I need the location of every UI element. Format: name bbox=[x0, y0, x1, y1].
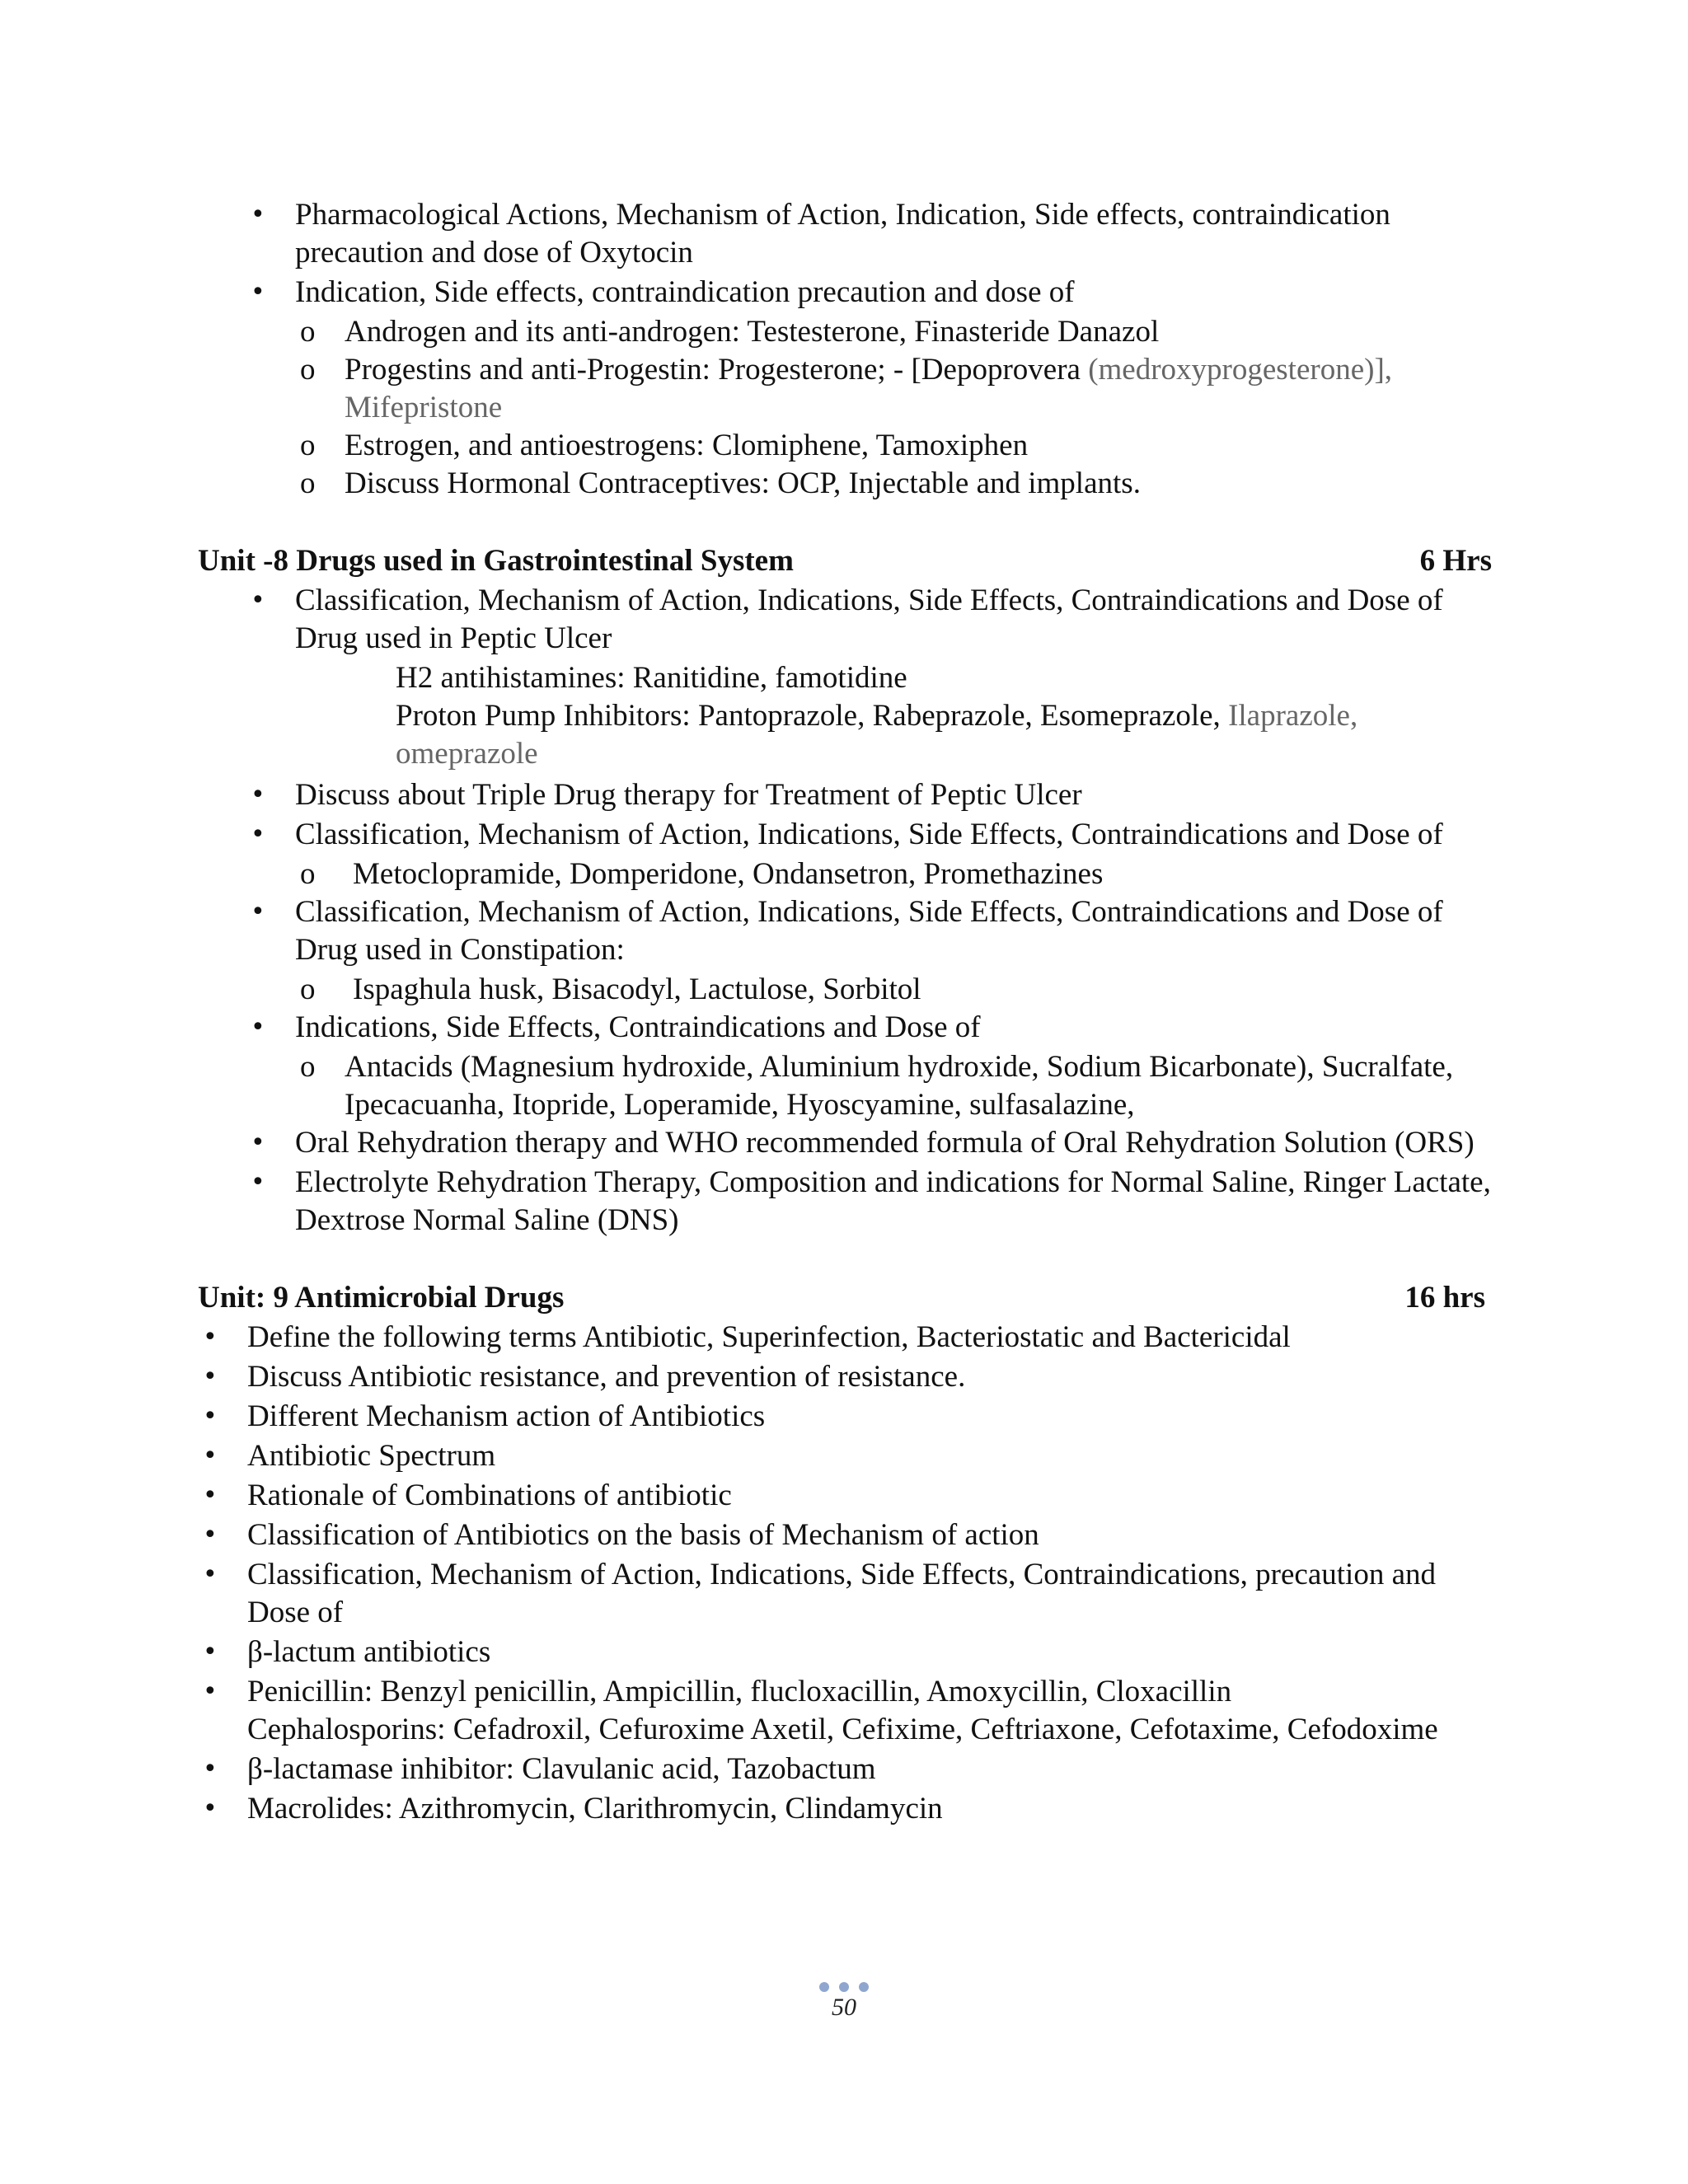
unit9-heading bbox=[198, 1279, 1492, 1317]
list-item: • Classification, Mechanism of Action, Indications, Side Effects, Contraindications and Dose of Drug used in Peptic Ulcer bbox=[198, 582, 1492, 658]
ppi-text: Proton Pump Inhibitors: Pantoprazole, Rabeprazole, Esomeprazole, bbox=[396, 699, 1229, 733]
list-item: • Discuss Antibiotic resistance, and prevention of resistance. bbox=[198, 1358, 1492, 1396]
list-item: • Classification, Mechanism of Action, Indications, Side Effects, Contraindications and Dose of Drug used in Constipation: bbox=[198, 893, 1492, 969]
unit8-list bbox=[198, 582, 1492, 658]
dot-icon bbox=[819, 1982, 829, 1992]
footer-dots-icon bbox=[0, 1982, 1688, 1992]
list-item: • Electrolyte Rehydration Therapy, Composition and indications for Normal Saline, Ringer Lactate, Dextrose Normal Saline (DNS) bbox=[198, 1164, 1492, 1240]
list-item: • Different Mechanism action of Antibiotics bbox=[198, 1398, 1492, 1436]
hormone-list bbox=[198, 196, 1492, 503]
list-item: • Antibiotic Spectrum bbox=[198, 1437, 1492, 1475]
page-content bbox=[198, 196, 1492, 1830]
list-item: • Oral Rehydration therapy and WHO recommended formula of Oral Rehydration Solution (ORS) bbox=[198, 1124, 1492, 1162]
sub-list-item: o Ispaghula husk, Bisacodyl, Lactulose, Sorbitol bbox=[198, 971, 1492, 1009]
h2-antihistamines-line: H2 antihistamines: Ranitidine, famotidine bbox=[396, 661, 907, 695]
page-footer bbox=[0, 1982, 1688, 2022]
list-item: • β-lactamase inhibitor: Clavulanic acid, Tazobactum bbox=[198, 1750, 1492, 1788]
list-item: • Macrolides: Azithromycin, Clarithromycin, Clindamycin bbox=[198, 1790, 1492, 1828]
list-item: • Classification of Antibiotics on the basis of Mechanism of action bbox=[198, 1516, 1492, 1554]
sub-list-item: o Antacids (Magnesium hydroxide, Aluminium hydroxide, Sodium Bicarbonate), Sucralfate, Ipecacuanha, Itopride, Loperamide, Hyoscyamine, sulfasalazine, bbox=[198, 1048, 1492, 1124]
list-item: • Indications, Side Effects, Contraindications and Dose of bbox=[198, 1009, 1492, 1047]
list-item: • Discuss about Triple Drug therapy for Treatment of Peptic Ulcer bbox=[198, 776, 1492, 814]
unit9-list bbox=[198, 1319, 1492, 1828]
dot-icon bbox=[859, 1982, 869, 1992]
cephalosporins-line: Cephalosporins: Cefadroxil, Cefuroxime Axetil, Cefixime, Ceftriaxone, Cefotaxime, Cefodoxime bbox=[247, 1713, 1438, 1746]
list-item: • Pharmacological Actions, Mechanism of Action, Indication, Side effects, contraindication precaution and dose of Oxytocin bbox=[198, 196, 1492, 272]
list-item: • Rationale of Combinations of antibiotic bbox=[198, 1477, 1492, 1515]
list-item bbox=[198, 1673, 1492, 1749]
ppi-line bbox=[198, 697, 1492, 773]
unit8-title: Unit -8 Drugs used in Gastrointestinal System bbox=[198, 544, 794, 578]
unit9-title: Unit: 9 Antimicrobial Drugs bbox=[198, 1281, 565, 1315]
sub-list-item: o Discuss Hormonal Contraceptives: OCP, Injectable and implants. bbox=[198, 465, 1492, 503]
list-item: • Classification, Mechanism of Action, Indications, Side Effects, Contraindications, precaution and Dose of bbox=[198, 1556, 1492, 1632]
progestin-grey-text: (medroxyprogesterone)], Mifepristone bbox=[345, 353, 1393, 424]
sub-list-item: o Androgen and its anti-androgen: Testesterone, Finasteride Danazol bbox=[198, 313, 1492, 351]
sub-list-item: o Metoclopramide, Domperidone, Ondansetron, Promethazines bbox=[198, 855, 1492, 893]
list-item: • Indication, Side effects, contraindication precaution and dose of bbox=[198, 274, 1492, 312]
unit9-hours: 16 hrs bbox=[1404, 1281, 1485, 1315]
list-item: • Define the following terms Antibiotic, Superinfection, Bacteriostatic and Bactericidal bbox=[198, 1319, 1492, 1357]
progestin-text: Progestins and anti-Progestin: Progesterone; - [Depoprovera bbox=[345, 353, 1089, 387]
ppi-grey-text: Ilaprazole, omeprazole bbox=[396, 699, 1358, 771]
page-number: 50 bbox=[832, 1994, 856, 2021]
list-item: • Classification, Mechanism of Action, Indications, Side Effects, Contraindications and Dose of bbox=[198, 816, 1492, 854]
unit8-list-continued bbox=[198, 776, 1492, 1240]
unit8-hours: 6 Hrs bbox=[1419, 544, 1492, 578]
unit8-heading bbox=[198, 542, 1492, 580]
sub-list-item: o Estrogen, and antioestrogens: Clomiphene, Tamoxiphen bbox=[198, 427, 1492, 465]
sub-list-item bbox=[198, 351, 1492, 427]
list-item: • β-lactum antibiotics bbox=[198, 1633, 1492, 1671]
dot-icon bbox=[839, 1982, 849, 1992]
penicillin-line: • Penicillin: Benzyl penicillin, Ampicillin, flucloxacillin, Amoxycillin, Cloxacillin bbox=[247, 1675, 1232, 1708]
